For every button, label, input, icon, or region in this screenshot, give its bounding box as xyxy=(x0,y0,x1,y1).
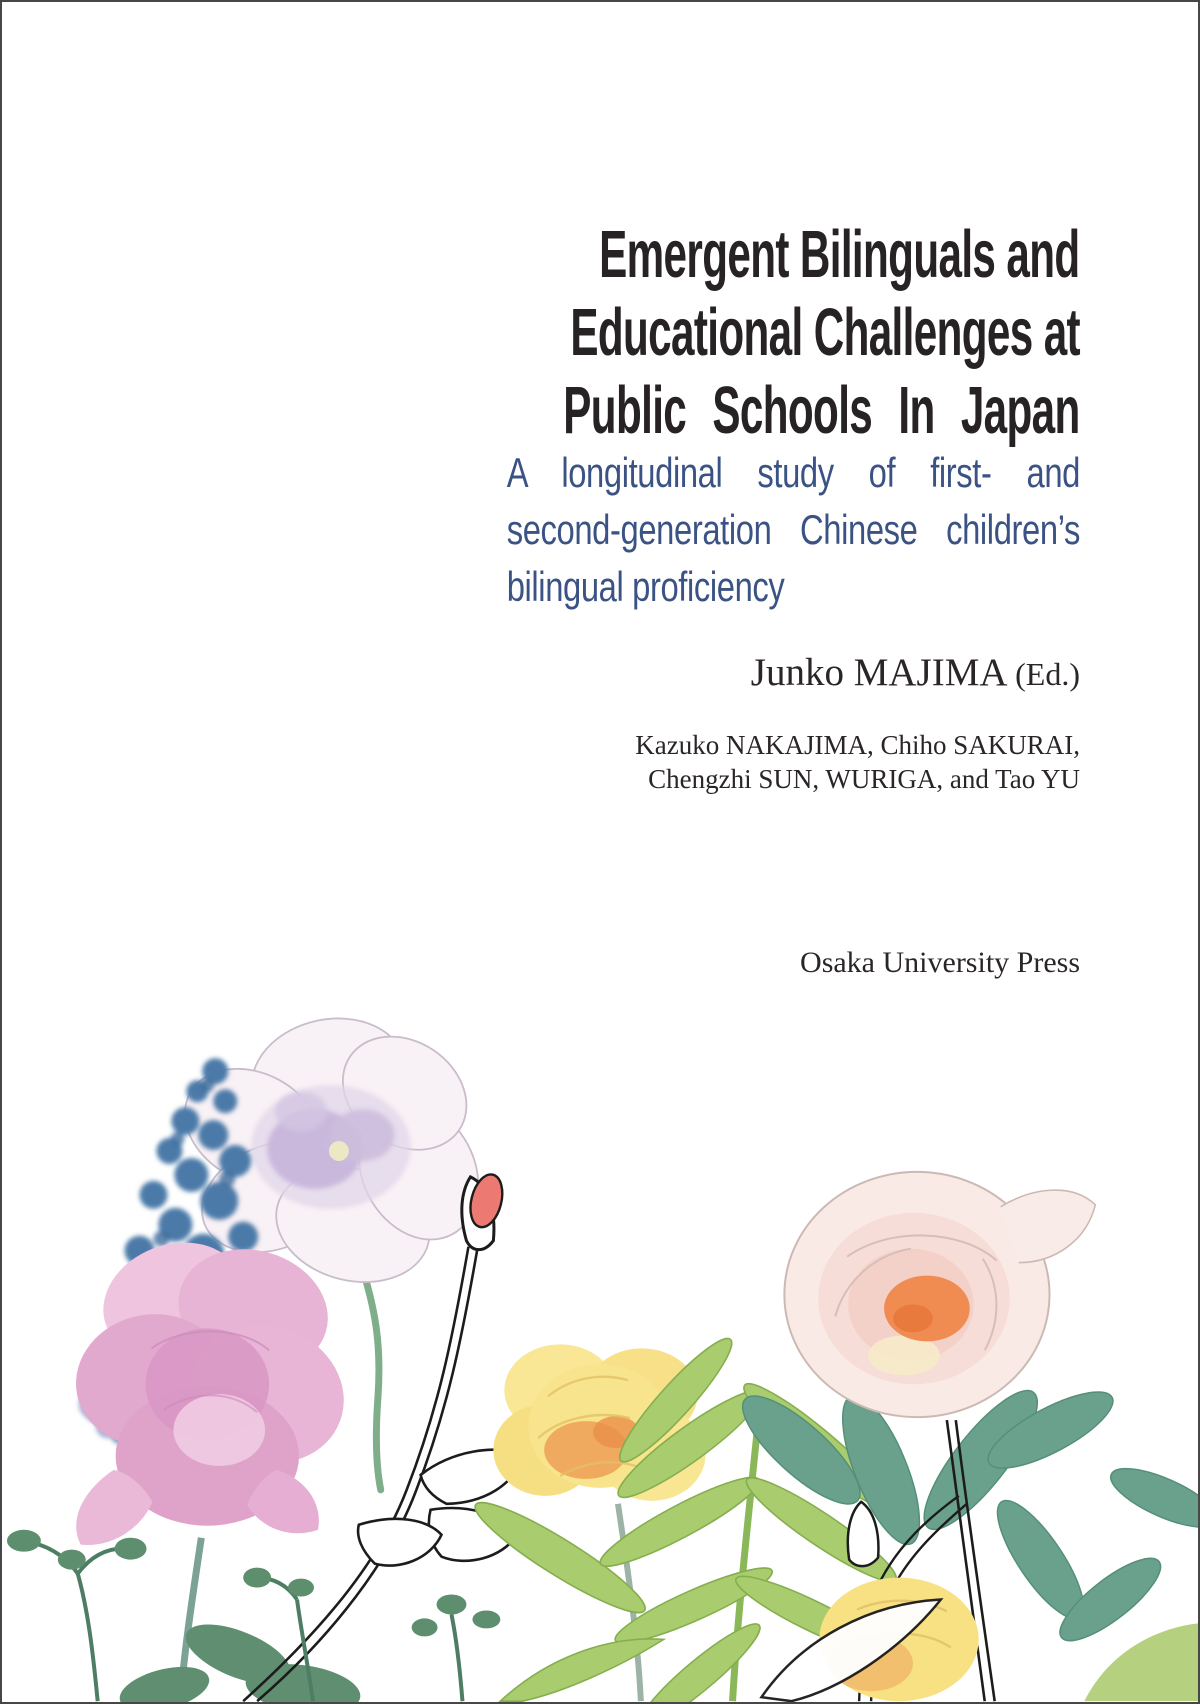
pink-rose-flower xyxy=(65,1224,363,1702)
title-line-3 xyxy=(260,372,1080,450)
editor-line xyxy=(751,650,1080,695)
subtitle-line-2: second-generation Chinese children’s xyxy=(506,506,1080,553)
title-line-1 xyxy=(260,216,1080,294)
dark-green-leaves xyxy=(115,1612,363,1702)
authors-line-2: Chengzhi SUN, WURIGA, and Tao YU xyxy=(648,764,1080,794)
subtitle-line-3: bilingual proficiency xyxy=(506,563,785,610)
title-line-2-text: Educational Challenges at xyxy=(570,295,1080,370)
title-line-2 xyxy=(260,294,1080,372)
authors-line-1: Kazuko NAKAJIMA, Chiho SAKURAI, xyxy=(635,730,1080,760)
editor-name: Junko MAJIMA xyxy=(750,651,1006,694)
publisher-name: Osaka University Press xyxy=(800,946,1080,979)
title-line-1-text: Emergent Bilinguals and xyxy=(599,217,1080,292)
editor-suffix: (Ed.) xyxy=(1015,656,1080,692)
book-title xyxy=(260,216,1080,450)
book-subtitle xyxy=(345,444,1080,615)
subtitle-line-1: A longitudinal study of first- and xyxy=(506,449,1080,496)
authors-list xyxy=(635,728,1080,796)
title-line-3-text: Public Schools In Japan xyxy=(563,373,1080,448)
